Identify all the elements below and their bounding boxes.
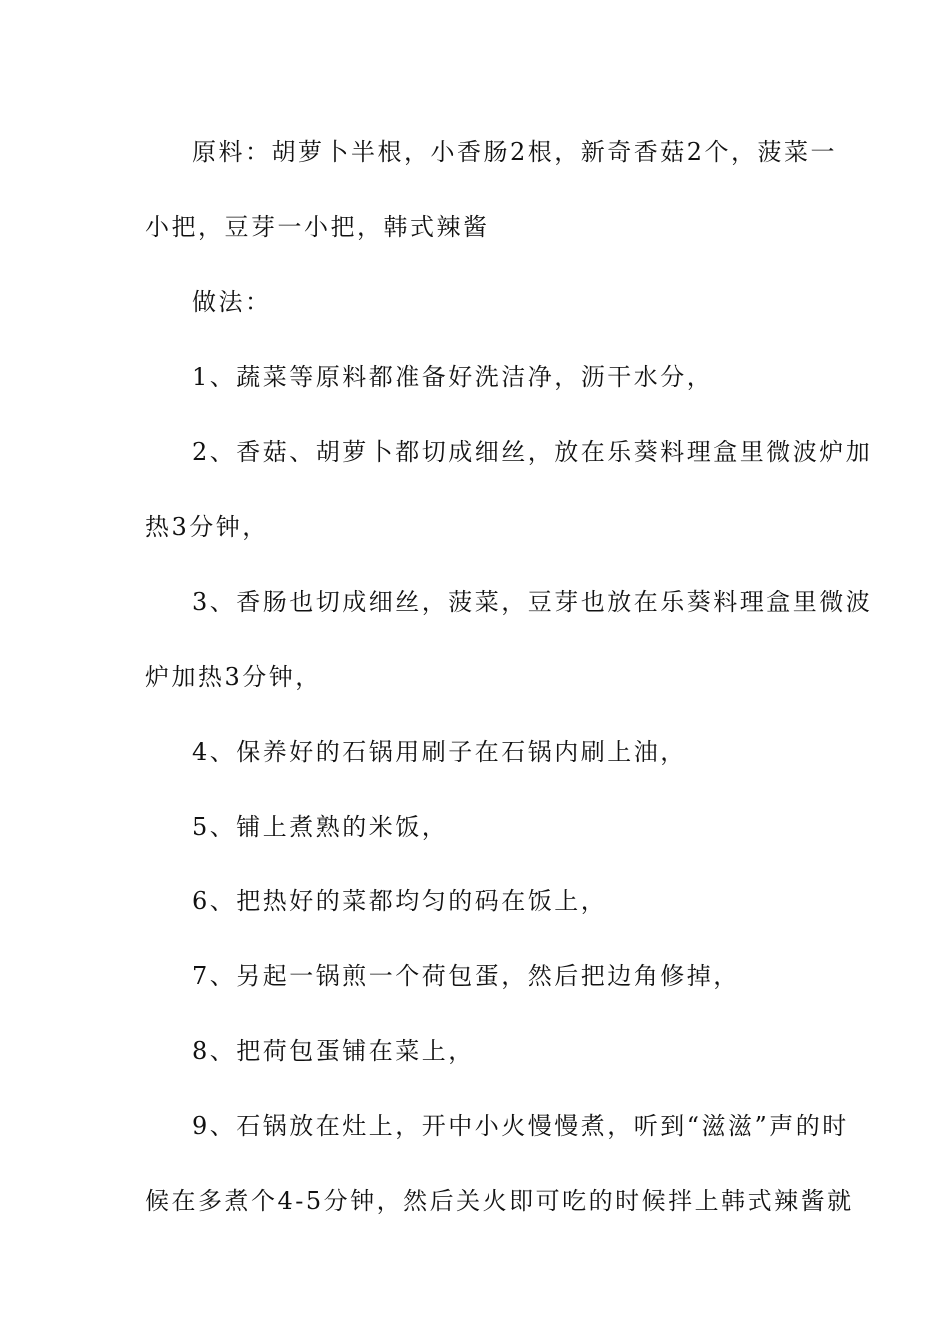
step-5: 5、铺上煮熟的米饭， [192,813,449,841]
step-9-line-1: 9、石锅放在灶上，开中小火慢慢煮，听到“滋滋”声的时 [192,1112,849,1140]
ingredients-line-1: 原料：胡萝卜半根，小香肠2根，新奇香菇2个，菠菜一 [192,138,838,166]
step-7: 7、另起一锅煎一个荷包蛋，然后把边角修掉， [192,962,740,990]
ingredients-line-2: 小把，豆芽一小把，韩式辣酱 [145,213,490,241]
step-3-line-1: 3、香肠也切成细丝，菠菜，豆芽也放在乐葵料理盒里微波 [192,588,873,616]
step-6: 6、把热好的菜都均匀的码在饭上， [192,887,608,915]
step-9-line-2: 候在多煮个4-5分钟，然后关火即可吃的时候拌上韩式辣酱就 [145,1187,854,1215]
step-3-line-2: 炉加热3分钟， [145,663,322,691]
step-4: 4、保养好的石锅用刷子在石锅内刷上油， [192,738,687,766]
method-heading: 做法： [192,288,272,316]
step-2-line-2: 热3分钟， [145,513,269,541]
step-2-line-1: 2、香菇、胡萝卜都切成细丝，放在乐葵料理盒里微波炉加 [192,438,873,466]
step-8: 8、把荷包蛋铺在菜上， [192,1037,475,1065]
step-1: 1、蔬菜等原料都准备好洗洁净，沥干水分， [192,363,714,391]
